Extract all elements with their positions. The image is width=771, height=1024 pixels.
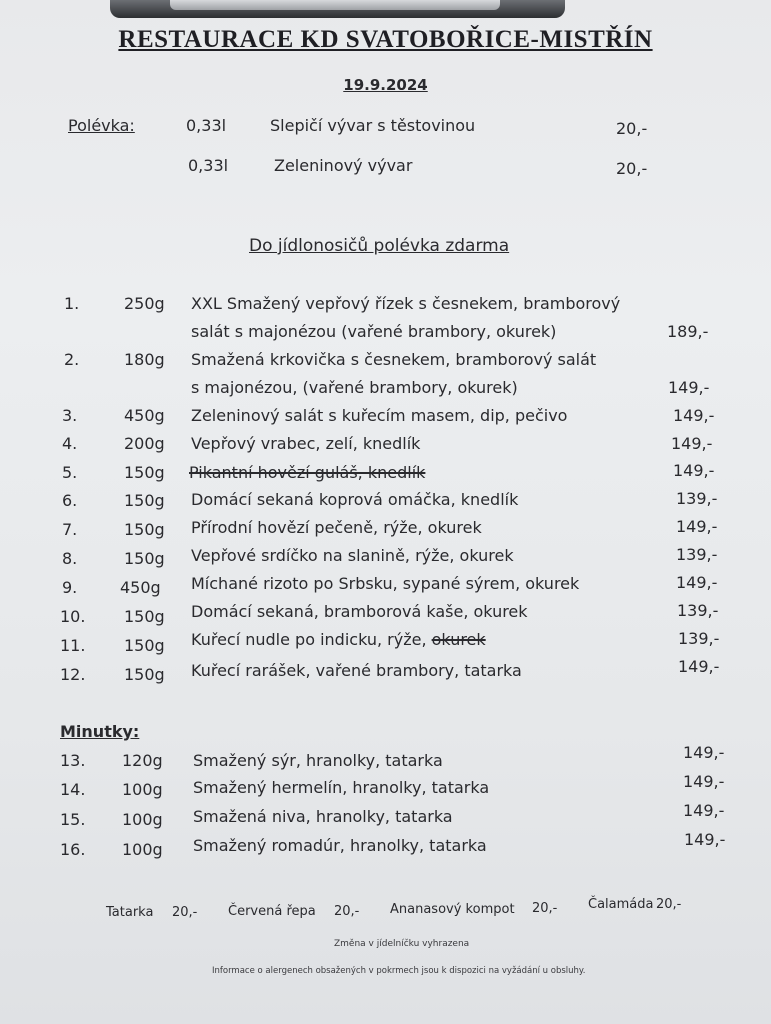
dish-weight: 150g xyxy=(124,607,165,626)
extra-price: 20,- xyxy=(656,897,682,912)
dish-number: 15. xyxy=(60,810,86,829)
dish-number: 3. xyxy=(62,406,78,425)
dish-weight: 150g xyxy=(124,636,165,655)
dish-number: 6. xyxy=(62,491,78,510)
dish-number: 5. xyxy=(62,463,78,482)
minutky-label: Minutky: xyxy=(60,722,140,741)
soup-label: Polévka: xyxy=(68,116,135,135)
dish-price: 149,- xyxy=(683,772,725,791)
dish-number: 13. xyxy=(60,751,86,770)
extra-price: 20,- xyxy=(172,905,198,920)
dish-name: Smažený hermelín, hranolky, tatarka xyxy=(193,778,490,797)
dish-weight: 150g xyxy=(124,491,165,510)
dish-price: 189,- xyxy=(667,322,709,341)
dish-number: 10. xyxy=(60,607,86,626)
dish-weight: 150g xyxy=(124,463,165,482)
dish-price: 149,- xyxy=(671,434,713,453)
dish-number: 16. xyxy=(60,840,86,859)
extra-name: Ananasový kompot xyxy=(390,902,515,917)
dish-price: 149,- xyxy=(673,461,715,480)
dish-number: 2. xyxy=(64,350,80,369)
dish-weight: 120g xyxy=(122,751,163,770)
dish-name: Zeleninový salát s kuřecím masem, dip, pečivo xyxy=(191,406,568,425)
dish-weight: 100g xyxy=(122,810,163,829)
dish-number: 12. xyxy=(60,665,86,684)
dish-name: Míchané rizoto po Srbsku, sypané sýrem, okurek xyxy=(191,574,580,593)
free-soup-note: Do jídlonosičů polévka zdarma xyxy=(249,236,510,256)
dish-price: 139,- xyxy=(676,545,718,564)
soup-name: Slepičí vývar s těstovinou xyxy=(270,116,476,135)
dish-price: 149,- xyxy=(676,517,718,536)
dish-price: 139,- xyxy=(678,629,720,648)
dish-number: 14. xyxy=(60,780,86,799)
dish-name: s majonézou, (vařené brambory, okurek) xyxy=(191,378,518,397)
dish-price: 149,- xyxy=(676,573,718,592)
dish-number: 11. xyxy=(60,636,86,655)
dish-name: Kuřecí rarášek, vařené brambory, tatarka xyxy=(191,661,522,680)
dish-price: 149,- xyxy=(668,378,710,397)
extra-name: Červená řepa xyxy=(228,904,316,919)
dish-name-main: Kuřecí nudle po indicku, rýže, xyxy=(191,630,427,649)
dish-name: salát s majonézou (vařené brambory, okurek) xyxy=(191,322,557,341)
dish-number: 1. xyxy=(64,294,80,313)
dish-name: XXL Smažený vepřový řízek s česnekem, bramborový xyxy=(191,294,621,313)
soup-price: 20,- xyxy=(616,119,648,138)
soup-price: 20,- xyxy=(616,159,648,178)
dish-price: 149,- xyxy=(683,801,725,820)
dish-name: Smažená krkovička s česnekem, bramborový salát xyxy=(191,350,597,369)
dish-number: 4. xyxy=(62,434,78,453)
dish-name-crossed-out: okurek xyxy=(431,630,486,649)
dish-number: 9. xyxy=(62,578,78,597)
dish-price: 149,- xyxy=(683,743,725,762)
dish-price: 139,- xyxy=(676,489,718,508)
dish-price: 139,- xyxy=(677,601,719,620)
extra-name: Čalamáda xyxy=(588,897,654,912)
dish-weight: 250g xyxy=(124,294,165,313)
dish-weight: 150g xyxy=(124,520,165,539)
menu-date: 19.9.2024 xyxy=(343,76,428,94)
soup-name: Zeleninový vývar xyxy=(274,156,413,175)
dish-name-crossed-out: Pikantní hovězí guláš, knedlík xyxy=(189,463,426,482)
extra-name: Tatarka xyxy=(106,905,154,920)
dish-weight: 100g xyxy=(122,840,163,859)
soup-volume: 0,33l xyxy=(188,156,229,175)
dish-weight: 180g xyxy=(124,350,165,369)
menu-change-note: Změna v jídelníčku vyhrazena xyxy=(334,939,470,949)
soup-volume: 0,33l xyxy=(186,116,227,135)
dish-name: Vepřové srdíčko na slanině, rýže, okurek xyxy=(191,546,514,565)
dish-name: Přírodní hovězí pečeně, rýže, okurek xyxy=(191,518,482,537)
dish-name: Domácí sekaná koprová omáčka, knedlík xyxy=(191,490,519,509)
dish-weight: 450g xyxy=(120,578,161,597)
dish-price: 149,- xyxy=(673,406,715,425)
dish-name: Smažený romadúr, hranolky, tatarka xyxy=(193,836,487,855)
extra-price: 20,- xyxy=(532,901,558,916)
dish-weight: 150g xyxy=(124,665,165,684)
dish-number: 7. xyxy=(62,520,78,539)
dish-name: Smažený sýr, hranolky, tatarka xyxy=(193,751,443,770)
dish-price: 149,- xyxy=(684,830,726,849)
clipboard-clip-shine xyxy=(170,0,500,10)
dish-weight: 100g xyxy=(122,780,163,799)
dish-name: Domácí sekaná, bramborová kaše, okurek xyxy=(191,602,528,621)
dish-name: Smažená niva, hranolky, tatarka xyxy=(193,807,453,826)
restaurant-title: RESTAURACE KD SVATOBOŘICE-MISTŘÍN xyxy=(118,26,653,53)
dish-name xyxy=(191,630,486,649)
extra-price: 20,- xyxy=(334,904,360,919)
dish-name: Vepřový vrabec, zelí, knedlík xyxy=(191,434,421,453)
dish-weight: 450g xyxy=(124,406,165,425)
allergen-note: Informace o alergenech obsažených v pokrmech jsou k dispozici na vyžádání u obsluhy. xyxy=(212,966,586,976)
dish-weight: 150g xyxy=(124,549,165,568)
dish-price: 149,- xyxy=(678,657,720,676)
dish-number: 8. xyxy=(62,549,78,568)
dish-weight: 200g xyxy=(124,434,165,453)
